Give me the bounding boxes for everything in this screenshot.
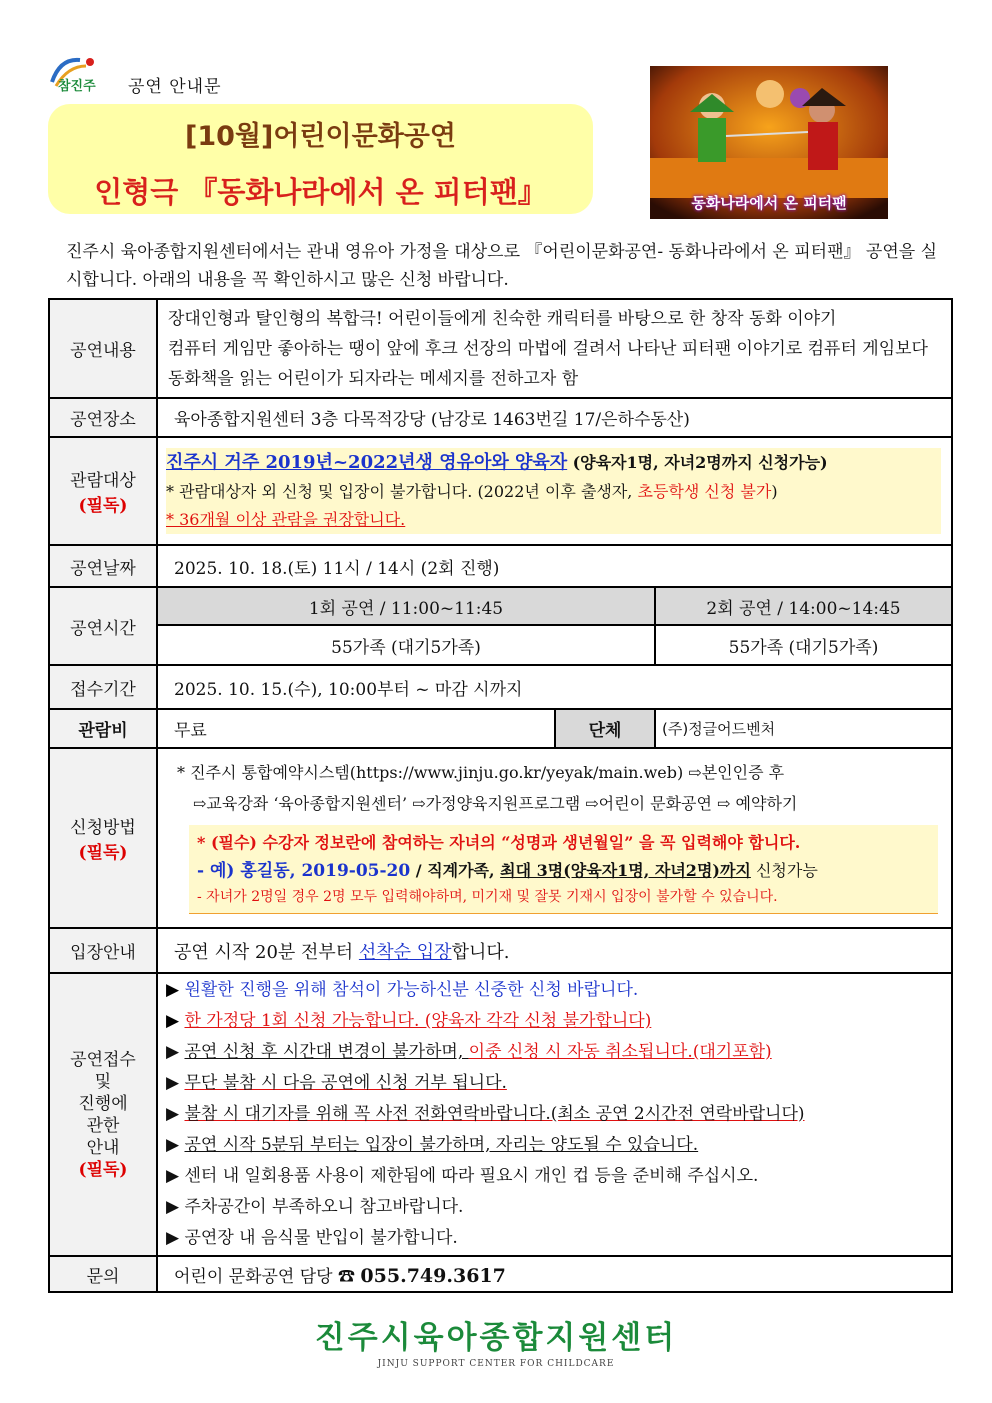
guide-item5 xyxy=(166,1099,950,1130)
content-line2: 컴퓨터 게임만 좋아하는 땡이 앞에 후크 선장의 마법에 걸려서 나타난 피터팬 이야기로 컴퓨터 게임보다 동화책을 읽는 어린이가 되자라는 메세지를 전하고자 함 xyxy=(168,338,928,389)
label-time: 공연시간 xyxy=(49,587,157,665)
entry-first-come: 선착순 입장 xyxy=(358,941,452,963)
apply-example-end: 신청가능 xyxy=(750,860,818,880)
label-organization: 단체 xyxy=(555,709,655,748)
label-content: 공연내용 xyxy=(49,299,157,398)
footer-logo-sub: JINJU SUPPORT CENTER FOR CHILDCARE xyxy=(377,1359,615,1369)
fee-value: 무료 xyxy=(157,709,555,748)
organization-value: (주)정글어드벤처 xyxy=(655,709,952,748)
guide-item1 xyxy=(166,975,950,1006)
contact-phone: 055.749.3617 xyxy=(360,1264,506,1287)
apply-line1: * 진주시 통합예약시스템(https://www.jinju.go.kr/yeyak/main.web) ⇨본인인증 후 xyxy=(177,762,785,782)
row-time-capacity xyxy=(49,625,952,665)
guide-required: (필독) xyxy=(78,1159,128,1180)
apply-notice: * (필수) 수강자 정보란에 참여하는 자녀의 “성명과 생년월일” 을 꼭 입력해야 합니다. xyxy=(197,832,801,852)
document-label: 공연 안내문 xyxy=(128,77,222,97)
contact-cell xyxy=(157,1256,952,1292)
city-logo xyxy=(46,52,116,94)
audience-note1 xyxy=(166,478,941,506)
row-time-sessions xyxy=(49,587,952,625)
poster-caption: 동화나라에서 온 피터팬 xyxy=(691,194,847,212)
apply-notice-box xyxy=(189,825,938,914)
session2-header: 2회 공연 / 14:00~14:45 xyxy=(655,587,952,625)
guide-item5-text: 불참 시 대기자를 위해 꼭 사전 전화연락바랍니다.(최소 공연 2시간전 연락바랍니다) xyxy=(184,1104,805,1124)
apply-warning: - 자녀가 2명일 경우 2명 모두 입력해야하며, 미기재 및 잘못 기재시 입장이 불가할 수 있습니다. xyxy=(197,888,778,905)
guide-item6-text: 공연 시작 5분뒤 부터는 입장이 불가하며, 자리는 양도될 수 있습니다. xyxy=(184,1135,699,1155)
audience-cell xyxy=(157,437,952,545)
guide-item4-text: 무단 불참 시 다음 공연에 신청 거부 됩니다. xyxy=(184,1073,507,1093)
audience-main-note: (양육자1명, 자녀2명까지 신청가능) xyxy=(572,453,828,472)
title-line2: 인형극 『동화나라에서 온 피터팬』 xyxy=(94,175,547,209)
title-line1: [10월]어린이문화공연 xyxy=(185,121,456,152)
svg-text:참진주: 참진주 xyxy=(58,79,96,94)
bullet-icon: ▶ xyxy=(166,1228,180,1248)
guide-item2 xyxy=(166,1006,950,1037)
entry-end: 합니다. xyxy=(451,941,510,963)
guide-item1-text: 원활한 진행을 위해 참석이 가능하신분 신중한 신청 바랍니다. xyxy=(184,980,639,1000)
entry-text: 공연 시작 20분 전부터 xyxy=(174,941,359,963)
row-venue xyxy=(49,398,952,437)
guide-item6 xyxy=(166,1130,950,1161)
row-fee xyxy=(49,709,952,748)
guide-label-3: 진행에 xyxy=(78,1093,128,1114)
session1-capacity: 55가족 (대기5가족) xyxy=(157,625,655,665)
apply-line2: ⇨교육강좌 ‘육아종합지원센터’ ⇨가정양육지원프로그램 ⇨어린이 문화공연 ⇨ 예약하기 xyxy=(193,793,798,813)
registration-value: 2025. 10. 15.(수), 10:00부터 ~ 마감 시까지 xyxy=(157,665,952,709)
label-apply xyxy=(49,748,157,928)
info-table xyxy=(48,298,953,1293)
apply-example-name: - 예) 홍길동, 2019-05-20 xyxy=(197,860,411,881)
row-content xyxy=(49,299,952,398)
bullet-icon: ▶ xyxy=(166,1073,180,1093)
row-contact xyxy=(49,1256,952,1292)
footer-logo xyxy=(300,1312,692,1369)
guide-label-1: 공연접수 xyxy=(70,1049,136,1070)
guide-label-5: 안내 xyxy=(86,1137,120,1158)
guide-item3 xyxy=(166,1037,950,1068)
apply-example xyxy=(197,857,930,885)
bullet-icon: ▶ xyxy=(166,1104,180,1124)
guide-item8-text: 주차공간이 부족하오니 참고바랍니다. xyxy=(184,1197,464,1217)
audience-note2: * 36개월 이상 관람을 권장합니다. xyxy=(166,510,406,529)
apply-example-family: / 직계가족, xyxy=(410,860,501,880)
bullet-icon: ▶ xyxy=(166,1135,180,1155)
venue-value: 육아종합지원센터 3층 다목적강당 (남강로 1463번길 17/은하수동산) xyxy=(157,398,952,437)
content-line1: 장대인형과 탈인형의 복합극! 어린이들에게 친숙한 캐릭터를 바탕으로 한 창작 동화 이야기 xyxy=(168,308,837,329)
audience-main-line xyxy=(166,448,941,478)
label-registration: 접수기간 xyxy=(49,665,157,709)
row-apply xyxy=(49,748,952,928)
bullet-icon: ▶ xyxy=(166,1197,180,1217)
guide-label-4: 관한 xyxy=(86,1115,120,1136)
guide-item3-text: 공연 신청 후 시간대 변경이 불가하며, xyxy=(184,1042,469,1062)
bullet-icon: ▶ xyxy=(166,1011,180,1031)
guide-item7-text: 센터 내 일회용품 사용이 제한됨에 따라 필요시 개인 컵 등을 준비해 주십시오. xyxy=(184,1166,759,1186)
row-audience xyxy=(49,437,952,545)
apply-required: (필독) xyxy=(78,843,128,863)
contact-text: 어린이 문화공연 담당 xyxy=(174,1266,333,1287)
label-guide xyxy=(49,973,157,1256)
guide-item8 xyxy=(166,1192,950,1223)
label-fee: 관람비 xyxy=(49,709,157,748)
label-venue: 공연장소 xyxy=(49,398,157,437)
session1-header: 1회 공연 / 11:00~11:45 xyxy=(157,587,655,625)
audience-label: 관람대상 xyxy=(70,471,136,491)
bullet-icon: ▶ xyxy=(166,1166,180,1186)
guide-item9-text: 공연장 내 음식물 반입이 불가합니다. xyxy=(184,1228,458,1248)
apply-cell xyxy=(157,748,952,928)
guide-item7 xyxy=(166,1161,950,1192)
row-registration xyxy=(49,665,952,709)
row-entry xyxy=(49,928,952,973)
audience-required: (필독) xyxy=(78,496,128,516)
label-entry: 입장안내 xyxy=(49,928,157,973)
content-cell xyxy=(157,299,952,398)
audience-note1-red: 초등학생 신청 불가 xyxy=(637,482,772,501)
session2-capacity: 55가족 (대기5가족) xyxy=(655,625,952,665)
audience-note1-text: * 관람대상자 외 신청 및 입장이 불가합니다. (2022년 이후 출생자, xyxy=(166,482,638,501)
guide-cell xyxy=(157,973,952,1256)
guide-item4 xyxy=(166,1068,950,1099)
bullet-icon: ▶ xyxy=(166,980,180,1000)
footer-logo-main: 진주시육아종합지원센터 xyxy=(314,1320,678,1356)
guide-item3-red: 이중 신청 시 자동 취소됩니다.(대기포함) xyxy=(468,1042,772,1062)
row-guide xyxy=(49,973,952,1256)
date-value: 2025. 10. 18.(토) 11시 / 14시 (2회 진행) xyxy=(157,545,952,587)
label-audience xyxy=(49,437,157,545)
phone-icon: ☎ xyxy=(338,1266,356,1287)
bullet-icon: ▶ xyxy=(166,1042,180,1062)
audience-main: 진주시 거주 2019년~2022년생 영유아와 양육자 xyxy=(166,452,568,473)
audience-note2-line xyxy=(166,506,941,534)
label-contact: 문의 xyxy=(49,1256,157,1292)
label-date: 공연날짜 xyxy=(49,545,157,587)
audience-note1-end: ) xyxy=(771,482,778,501)
guide-item9 xyxy=(166,1223,950,1254)
entry-cell xyxy=(157,928,952,973)
apply-label: 신청방법 xyxy=(70,818,136,838)
guide-label-2: 및 xyxy=(94,1071,112,1092)
guide-item2-text: 한 가정당 1회 신청 가능합니다. (양육자 각각 신청 불가합니다) xyxy=(184,1011,652,1031)
apply-example-max: 최대 3명(양육자1명, 자녀2명)까지 xyxy=(500,860,751,880)
row-date xyxy=(49,545,952,587)
show-poster xyxy=(650,66,888,219)
intro-paragraph: 진주시 육아종합지원센터에서는 관내 영유아 가정을 대상으로 『어린이문화공연- 동화나라에서 온 피터팬』 공연을 실시합니다. 아래의 내용을 꼭 확인하시고 많은 신청 바랍니다. xyxy=(66,242,938,290)
